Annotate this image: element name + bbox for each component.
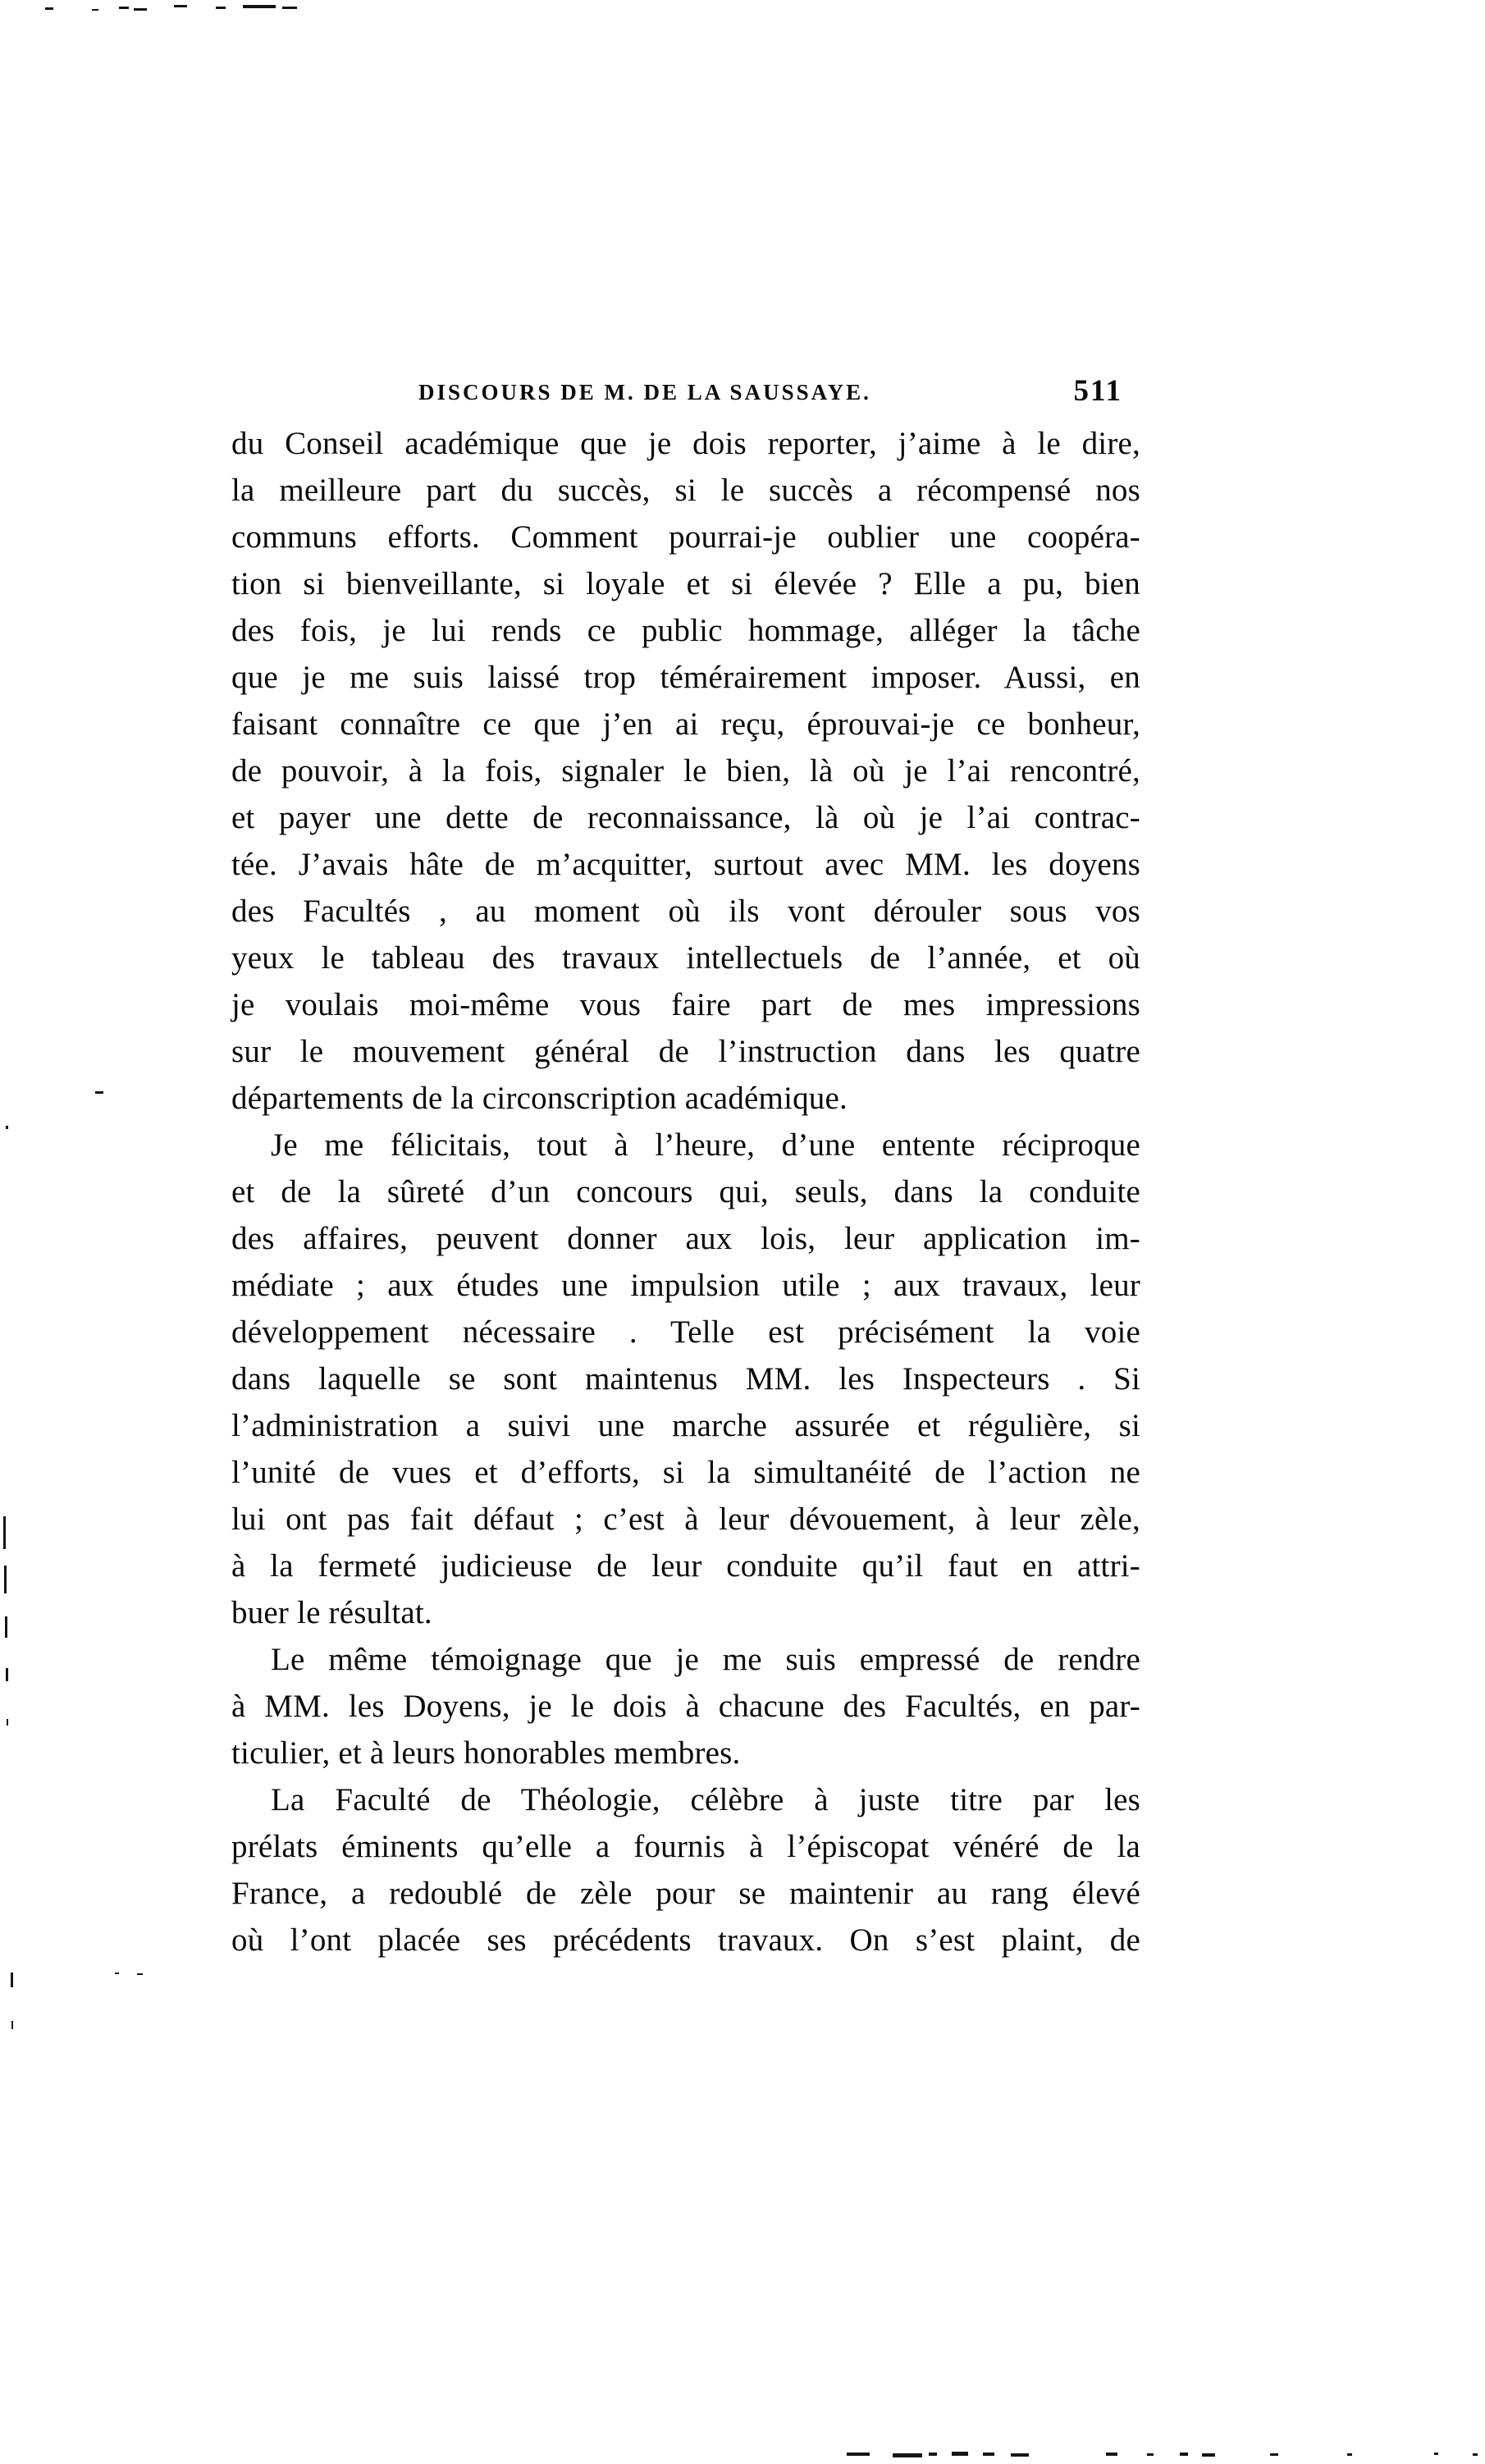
text-line: des fois, je lui rends ce public hommage, alléger la tâche [231, 613, 1140, 648]
scan-artifact [4, 1566, 7, 1593]
scan-artifact [1147, 2453, 1154, 2456]
scan-artifact [115, 1973, 119, 1974]
text-line: prélats éminents qu’elle a fournis à l’épiscopat vénéré de la [231, 1829, 1140, 1864]
scan-artifact [7, 1719, 8, 1726]
text-line: de pouvoir, à la fois, signaler le bien, là où je l’ai rencontré, [231, 753, 1140, 789]
text-line: que je me suis laissé trop témérairement imposer. Aussi, en [231, 660, 1140, 695]
text-line: Je me félicitais, tout à l’heure, d’une entente réciproque [271, 1127, 1140, 1163]
text-line: buer le résultat. [231, 1595, 432, 1630]
scan-artifact [45, 7, 53, 10]
scan-artifact [1434, 2453, 1438, 2455]
page-header [231, 373, 1140, 414]
scan-artifact [983, 2453, 994, 2456]
scan-artifact [1347, 2453, 1352, 2456]
text-line: faisant connaître ce que j’en ai reçu, éprouvai-je ce bonheur, [231, 706, 1140, 742]
text-line: dans laquelle se sont maintenus MM. les Inspecteurs . Si [231, 1361, 1140, 1397]
scan-artifact [1011, 2453, 1029, 2457]
scan-artifact [174, 5, 187, 7]
text-line: l’administration a suivi une marche assurée et régulière, si [231, 1408, 1140, 1443]
text-line: et payer une dette de reconnaissance, là où je l’ai contrac- [231, 800, 1140, 835]
scan-artifact [5, 1616, 7, 1638]
text-line: France, a redoublé de zèle pour se maintenir au rang élevé [231, 1876, 1140, 1911]
scan-artifact [216, 7, 226, 9]
text-line: où l’ont placée ses précédents travaux. On s’est plaint, de [231, 1922, 1140, 1958]
text-line: ticulier, et à leurs honorables membres. [231, 1735, 741, 1771]
scan-artifact [1106, 2453, 1117, 2456]
text-line: la meilleure part du succès, si le succès a récompensé nos [231, 473, 1140, 508]
text-line: je voulais moi-même vous faire part de mes impressions [231, 987, 1140, 1022]
scan-artifact [134, 8, 147, 11]
text-line: communs efforts. Comment pourrai-je oublier une coopéra- [231, 519, 1140, 555]
text-line: sur le mouvement général de l’instruction dans les quatre [231, 1034, 1140, 1069]
text-line: des Facultés , au moment où ils vont dérouler sous vos [231, 894, 1140, 929]
scan-artifact [243, 5, 276, 8]
scan-artifact [1202, 2453, 1215, 2457]
text-line: tée. J’avais hâte de m’acquitter, surtout avec MM. les doyens [231, 847, 1140, 882]
text-line: à MM. les Doyens, je le dois à chacune des Facultés, en par- [231, 1689, 1140, 1724]
header-title: DISCOURS DE M. DE LA SAUSSAYE. [418, 380, 871, 405]
scan-artifact [11, 2021, 13, 2029]
scan-artifact [3, 1516, 6, 1549]
text-line: et de la sûreté d’un concours qui, seuls, dans la conduite [231, 1174, 1140, 1209]
scan-artifact [92, 9, 98, 11]
text-line: des affaires, peuvent donner aux lois, leur application im- [231, 1221, 1140, 1256]
scan-artifact [6, 1668, 8, 1681]
text-line: La Faculté de Théologie, célèbre à juste titre par les [271, 1782, 1140, 1817]
text-line: l’unité de vues et d’efforts, si la simultanéité de l’action ne [231, 1455, 1140, 1490]
scan-artifact [952, 2452, 968, 2456]
text-line: yeux le tableau des travaux intellectuels de l’année, et où [231, 940, 1140, 976]
scan-artifact [929, 2453, 937, 2456]
page-number: 511 [1073, 374, 1122, 408]
scan-artifact [282, 7, 297, 9]
text-line: médiate ; aux études une impulsion utile ; aux travaux, leur [231, 1268, 1140, 1303]
scan-artifact [95, 1091, 103, 1094]
scan-artifact [1180, 2453, 1188, 2456]
text-line: Le même témoignage que je me suis empressé de rendre [271, 1642, 1140, 1677]
text-line: lui ont pas fait défaut ; c’est à leur dévouement, à leur zèle, [231, 1502, 1140, 1537]
scan-artifact [119, 7, 129, 9]
text-line: départements de la circonscription académique. [231, 1081, 848, 1116]
text-line: développement nécessaire . Telle est précisément la voie [231, 1314, 1140, 1350]
scan-artifact [847, 2453, 870, 2456]
text-line: à la fermeté judicieuse de leur conduite qu’il faut en attri- [231, 1548, 1140, 1584]
scan-artifact [11, 1973, 13, 1987]
scan-artifact [893, 2453, 922, 2457]
text-block [231, 420, 1140, 1963]
scan-artifact [1270, 2453, 1278, 2456]
scan-artifact [137, 1973, 143, 1975]
scan-artifact [6, 1126, 8, 1129]
text-line: du Conseil académique que je dois reporter, j’aime à le dire, [231, 426, 1140, 461]
scan-artifact [1473, 2453, 1478, 2456]
text-line: tion si bienveillante, si loyale et si élevée ? Elle a pu, bien [231, 566, 1140, 601]
